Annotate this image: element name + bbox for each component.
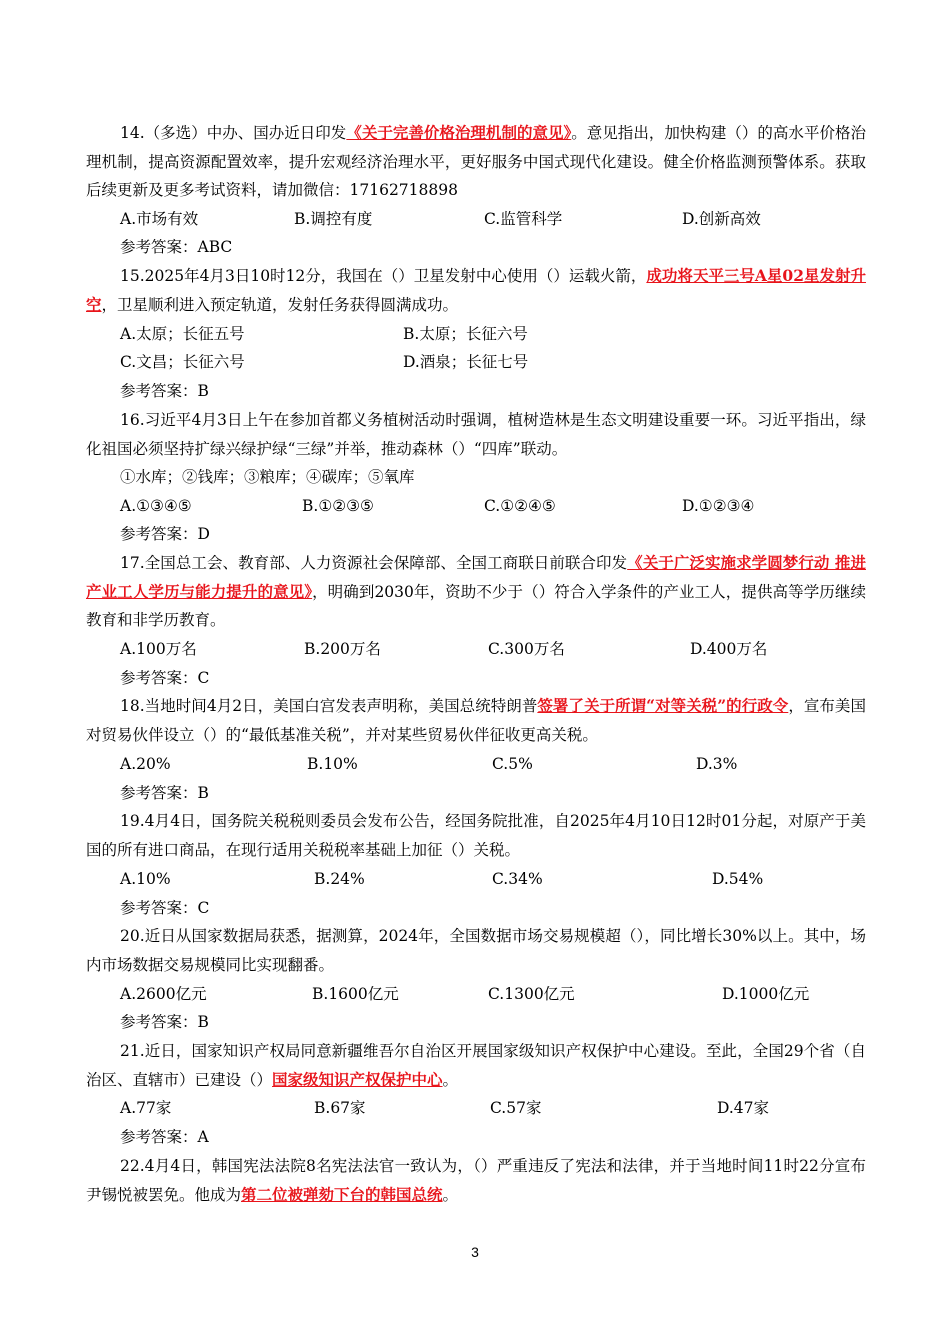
option-d: D.3%	[696, 755, 738, 773]
options-row	[120, 750, 880, 778]
options-row	[120, 205, 880, 233]
question-stem: 14.（多选）中办、国办近日印发	[120, 124, 347, 142]
options-row	[120, 980, 880, 1008]
highlighted-term: 国家级知识产权保护中心	[272, 1069, 443, 1089]
highlighted-document-title: 《关于完善价格治理机制的意见》	[346, 123, 572, 142]
question-stem: 18.当地时间4月2日，美国白宫发表声明称，美国总统特朗普	[120, 697, 538, 715]
option-a: A.太原；长征五号	[120, 325, 245, 343]
option-a: A.10%	[120, 870, 171, 888]
answer-key: 参考答案：A	[120, 1128, 209, 1146]
option-c: C.①②④⑤	[484, 497, 556, 515]
question-21	[86, 1037, 866, 1094]
question-stem: 22.4月4日，韩国宪法法院8名宪法法官一致认为，（）严重违反了宪法和法律，并于当地时间11时22分宣布尹锡悦被罢免。他成为	[86, 1157, 866, 1204]
option-d: D.酒泉；长征七号	[403, 353, 529, 371]
options-row	[120, 865, 880, 893]
option-b: B.24%	[314, 870, 365, 888]
option-a: A.100万名	[120, 640, 197, 658]
highlighted-event: 签署了关于所谓“对等关税”的行政令	[537, 696, 789, 715]
options-row	[120, 320, 880, 348]
option-b: B.1600亿元	[312, 985, 399, 1003]
question-stem: 21.近日，国家知识产权局同意新疆维吾尔自治区开展国家级知识产权保护中心建设。至此，全国29个省（自治区、直辖市）已建设（）	[86, 1042, 866, 1089]
option-a: A.市场有效	[120, 210, 199, 228]
question-16	[86, 406, 866, 463]
option-c: C.5%	[492, 755, 533, 773]
answer-key: 参考答案：ABC	[120, 238, 233, 256]
option-c: C.文昌；长征六号	[120, 353, 245, 371]
answer-key: 参考答案：D	[120, 525, 210, 543]
option-a: A.77家	[120, 1099, 172, 1117]
question-stem-continued: 。	[442, 1070, 459, 1089]
option-d: D.54%	[712, 870, 764, 888]
options-row	[120, 635, 880, 663]
option-c: C.34%	[492, 870, 543, 888]
option-a: A.2600亿元	[120, 985, 207, 1003]
answer-key: 参考答案：B	[120, 1013, 209, 1031]
question-stem-continued: ，明确到2030年，资助不少于（）符合入学条件的产业工人，提供高等学历继续教育和非学历教育。	[86, 582, 866, 630]
question-14	[86, 119, 866, 205]
highlighted-event: 第二位被弹劾下台的韩国总统	[241, 1184, 443, 1204]
option-a: A.①③④⑤	[120, 497, 192, 515]
option-c: C.300万名	[488, 640, 565, 658]
question-22	[86, 1152, 866, 1209]
options-row	[120, 1094, 880, 1122]
option-b: B.太原；长征六号	[403, 325, 528, 343]
question-stem-continued: ，卫星顺利进入预定轨道，发射任务获得圆满成功。	[101, 295, 459, 314]
question-stem: 17.全国总工会、教育部、人力资源社会保障部、全国工商联日前联合印发	[120, 554, 628, 572]
question-text	[86, 262, 866, 319]
answer-key: 参考答案：C	[120, 669, 210, 687]
answer-key: 参考答案：B	[120, 382, 209, 400]
question-18	[86, 692, 866, 749]
option-b: B.67家	[314, 1099, 366, 1117]
page-number: 3	[471, 1244, 479, 1260]
option-d: D.①②③④	[682, 497, 755, 515]
option-d: D.创新高效	[682, 210, 761, 228]
question-text: 20.近日从国家数据局获悉，据测算，2024年，全国数据市场交易规模超（），同比增长30%以上。其中，场内市场数据交易规模同比实现翻番。	[86, 927, 866, 974]
question-text	[86, 692, 866, 749]
question-stem-continued: 。	[442, 1185, 459, 1204]
question-text	[86, 1037, 866, 1094]
option-d: D.47家	[717, 1099, 770, 1117]
question-text	[86, 119, 866, 205]
highlighted-document-title: 《关于广泛实施求学圆梦行动 推进产业工人学历与能力提升的意见》	[86, 553, 866, 601]
option-b: B.调控有度	[294, 210, 373, 228]
option-b: B.①②③⑤	[302, 497, 374, 515]
answer-key: 参考答案：C	[120, 899, 210, 917]
option-c: C.1300亿元	[488, 985, 575, 1003]
question-text: 19.4月4日，国务院关税税则委员会发布公告，经国务院批准，自2025年4月10日12时01分起，对原产于美国的所有进口商品，在现行适用关税税率基础上加征（）关税。	[86, 812, 866, 859]
option-d: D.1000亿元	[722, 985, 810, 1003]
question-items: ①水库；②钱库；③粮库；④碳库；⑤氧库	[120, 468, 415, 486]
option-c: C.57家	[490, 1099, 542, 1117]
options-row	[120, 348, 880, 376]
question-19	[86, 807, 866, 864]
option-b: B.10%	[307, 755, 358, 773]
highlighted-event: 成功将天平三号A星02星发射升空	[86, 266, 866, 314]
options-row	[120, 492, 880, 520]
question-17	[86, 549, 866, 635]
option-a: A.20%	[120, 755, 171, 773]
question-text	[86, 1152, 866, 1209]
question-text: 16.习近平4月3日上午在参加首都义务植树活动时强调，植树造林是生态文明建设重要一环。习近平指出，绿化祖国必须坚持扩绿兴绿护绿“三绿”并举，推动森林（）“四库”联动。	[86, 411, 866, 458]
question-stem-continued: ，宣布美国对贸易伙伴设立（）的“最低基准关税”，并对某些贸易伙伴征收更高关税。	[86, 697, 866, 744]
option-b: B.200万名	[304, 640, 381, 658]
option-d: D.400万名	[690, 640, 768, 658]
question-text	[86, 549, 866, 635]
question-stem-continued: 。意见指出，加快构建（）的高水平价格治理机制，提高资源配置效率，提升宏观经济治理水平，更好服务中国式现代化建设。健全价格监测预警体系。获取后续更新及更多考试资料，请加微信：17162718898	[86, 124, 866, 200]
question-stem: 15.2025年4月3日10时12分，我国在（）卫星发射中心使用（）运载火箭，	[120, 267, 647, 285]
answer-key: 参考答案：B	[120, 784, 209, 802]
question-15	[86, 262, 866, 319]
option-c: C.监管科学	[484, 210, 563, 228]
question-20	[86, 922, 866, 979]
